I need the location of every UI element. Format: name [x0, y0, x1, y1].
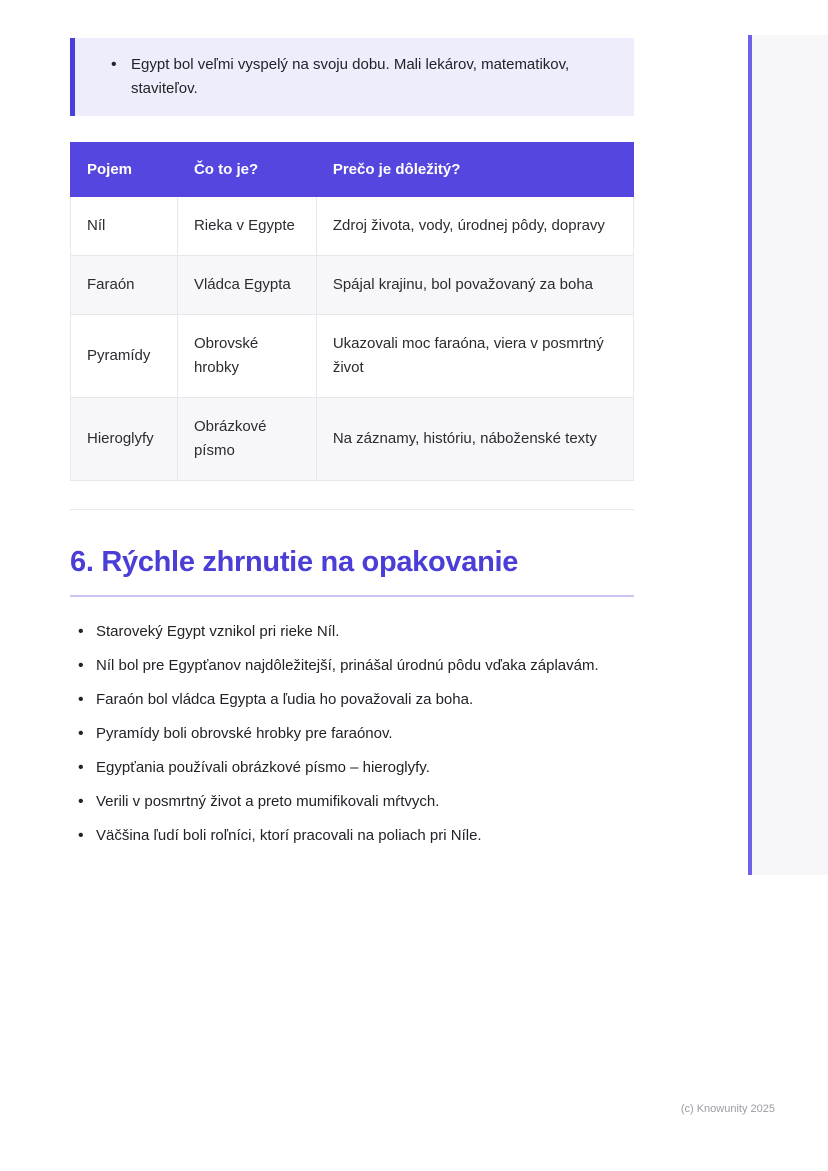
list-item: • Verili v posmrtný život a preto mumifikovali mŕtvych. [70, 791, 634, 812]
list-item: • Faraón bol vládca Egypta a ľudia ho považovali za boha. [70, 689, 634, 710]
list-item: • Egypťania používali obrázkové písmo – hieroglyfy. [70, 757, 634, 778]
table-row [71, 398, 634, 481]
table-row [71, 315, 634, 398]
copyright-text: (c) Knowunity 2025 [680, 1103, 775, 1115]
callout-list-item: • Egypt bol veľmi vyspelý na svoju dobu. Mali lekárov, matematikov, staviteľov. [95, 53, 610, 101]
section-heading: 6. Rýchle zhrnutie na opakovanie [70, 546, 634, 597]
table-header-cell: Čo to je? [177, 143, 316, 197]
list-item: • Pyramídy boli obrovské hrobky pre faraónov. [70, 723, 634, 744]
summary-list [70, 621, 634, 846]
table-cell: Faraón [71, 256, 178, 315]
highlight-callout [70, 38, 634, 116]
table-cell: Spájal krajinu, bol považovaný za boha [316, 256, 633, 315]
table-cell: Na záznamy, históriu, náboženské texty [316, 398, 633, 481]
list-item: • Níl bol pre Egypťanov najdôležitejší, prinášal úrodnú pôdu vďaka záplavám. [70, 655, 634, 676]
table-cell: Vládca Egypta [177, 256, 316, 315]
table-header-cell: Prečo je dôležitý? [316, 143, 633, 197]
callout-list [95, 53, 610, 101]
list-item: • Väčšina ľudí boli roľníci, ktorí pracovali na poliach pri Níle. [70, 825, 634, 846]
table-body [71, 197, 634, 481]
table-row [71, 256, 634, 315]
table-cell: Hieroglyfy [71, 398, 178, 481]
table-cell: Ukazovali moc faraóna, viera v posmrtný život [316, 315, 633, 398]
table-cell: Níl [71, 197, 178, 256]
table-header-row [71, 143, 634, 197]
table-cell: Obrázkové písmo [177, 398, 316, 481]
next-page-edge [748, 35, 828, 875]
table-cell: Rieka v Egypte [177, 197, 316, 256]
table-cell: Zdroj života, vody, úrodnej pôdy, dopravy [316, 197, 633, 256]
section-divider [70, 509, 634, 510]
list-item: • Staroveký Egypt vznikol pri rieke Níl. [70, 621, 634, 642]
concepts-table [70, 142, 634, 481]
document-content [70, 38, 634, 859]
table-header-cell: Pojem [71, 143, 178, 197]
table-cell: Pyramídy [71, 315, 178, 398]
table-row [71, 197, 634, 256]
table-cell: Obrovské hrobky [177, 315, 316, 398]
